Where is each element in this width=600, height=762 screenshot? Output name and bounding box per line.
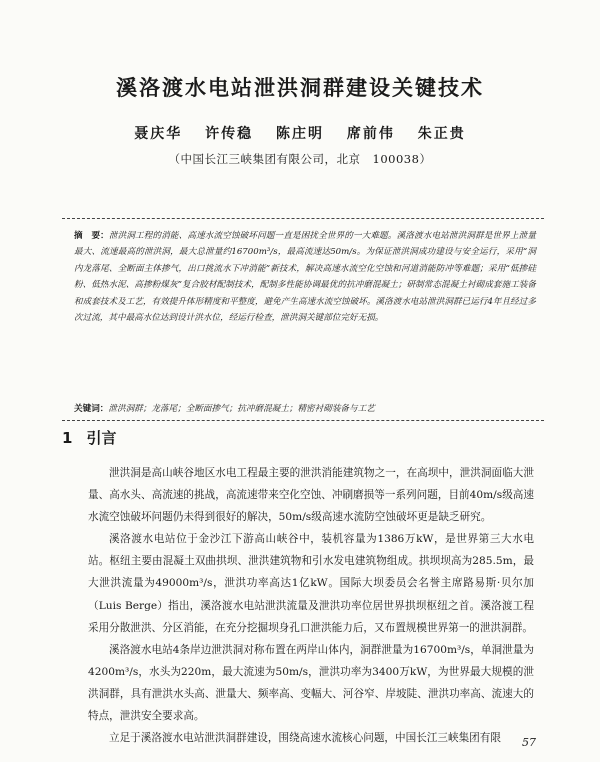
paragraph: 溪洛渡水电站位于金沙江下游高山峡谷中，装机容量为1386万kW，是世界第三大水电站。枢纽主要由混凝土双曲拱坝、泄洪建筑物和引水发电建筑物组成。拱坝坝高为285.5m，最大泄洪流量为49000m³/s，泄洪功率高达1亿kW。国际大坝委员会名誉主席路易斯·贝尔加（Luis Berge）指出，溪洛渡水电站泄洪流量及泄洪功率位居世界拱坝枢纽之首。溪洛渡工程采用分散泄洪、分区消能，在充分挖掘坝身孔口泄洪能力后，又布置规模世界第一的泄洪洞群。 <box>88 533 534 634</box>
bottom-divider <box>62 420 544 421</box>
section-number: 1 <box>62 429 73 447</box>
paragraph: 溪洛渡水电站4条岸边泄洪洞对称布置在两岸山体内，洞群泄量为16700m³/s，单洞泄量为4200m³/s，水头为220m，最大流速为50m/s，泄洪功率为3400万kW，为世界最大规模的泄洪洞群，具有泄洪水头高、泄量大、频率高、变幅大、河谷窄、岸坡陡、泄洪功率高、流速大的特点，泄洪安全要求高。 <box>88 643 534 723</box>
paper-title: 溪洛渡水电站泄洪洞群建设关键技术 <box>116 76 484 100</box>
section-heading <box>62 427 116 448</box>
author-list: 聂庆华 许传稳 陈庄明 席前伟 朱正贵 <box>134 126 466 142</box>
paragraph: 泄洪洞是高山峡谷地区水电工程最主要的泄洪消能建筑物之一，在高坝中，泄洪洞面临大泄量、高水头、高流速的挑战，高流速带来空化空蚀、冲刷磨损等一系列问题，目前40m/s级高速水流空蚀破坏问题仍未得到很好的解决，50m/s级高速水流防空蚀破坏更是缺乏研究。 <box>88 467 534 524</box>
abstract-text: 泄洪洞工程的消能、高速水流空蚀破坏问题一直是困扰全世界的一大难题。溪洛渡水电站泄洪洞群是世界上泄量最大、流速最高的泄洪洞，最大总泄量约16700m³/s，最高流速达50m/s。为保证泄洪洞成功建设与安全运行，采用“洞内龙落尾、全断面主体掺气，出口挑流水下冲消能”新技术，解决高速水流空化空蚀和河道消能防冲等难题；采用“低掺硅粉、低热水泥、高掺粉煤灰”复合胶材配制技术，配制多性能协调最优的抗冲磨混凝土；研制常态混凝土衬砌成套施工装备和成套技术及工艺，有效提升体形精度和平整度，避免产生高速水流空蚀破坏。溪洛渡水电站泄洪洞群已运行4年且经过多次过流，其中最高水位达到设计洪水位，经运行检查，泄洪洞关键部位完好无损。 <box>74 231 536 324</box>
keywords-label: 关键词： <box>74 404 109 414</box>
affiliation: （中国长江三峡集团有限公司，北京 100038） <box>168 152 432 166</box>
paragraph: 立足于溪洛渡水电站泄洪洞群建设，围绕高速水流核心问题，中国长江三峡集团有限 <box>109 732 501 745</box>
section-title: 引言 <box>86 429 117 447</box>
keywords-block <box>74 402 536 414</box>
top-divider <box>62 218 544 219</box>
page-number: 57 <box>522 736 536 749</box>
keywords-text: 泄洪洞群；龙落尾；全断面掺气；抗冲磨混凝土；精密衬砌装备与工艺 <box>108 404 375 414</box>
abstract-label: 摘 要： <box>74 231 109 241</box>
body-text <box>88 462 534 749</box>
abstract-block <box>74 228 536 326</box>
